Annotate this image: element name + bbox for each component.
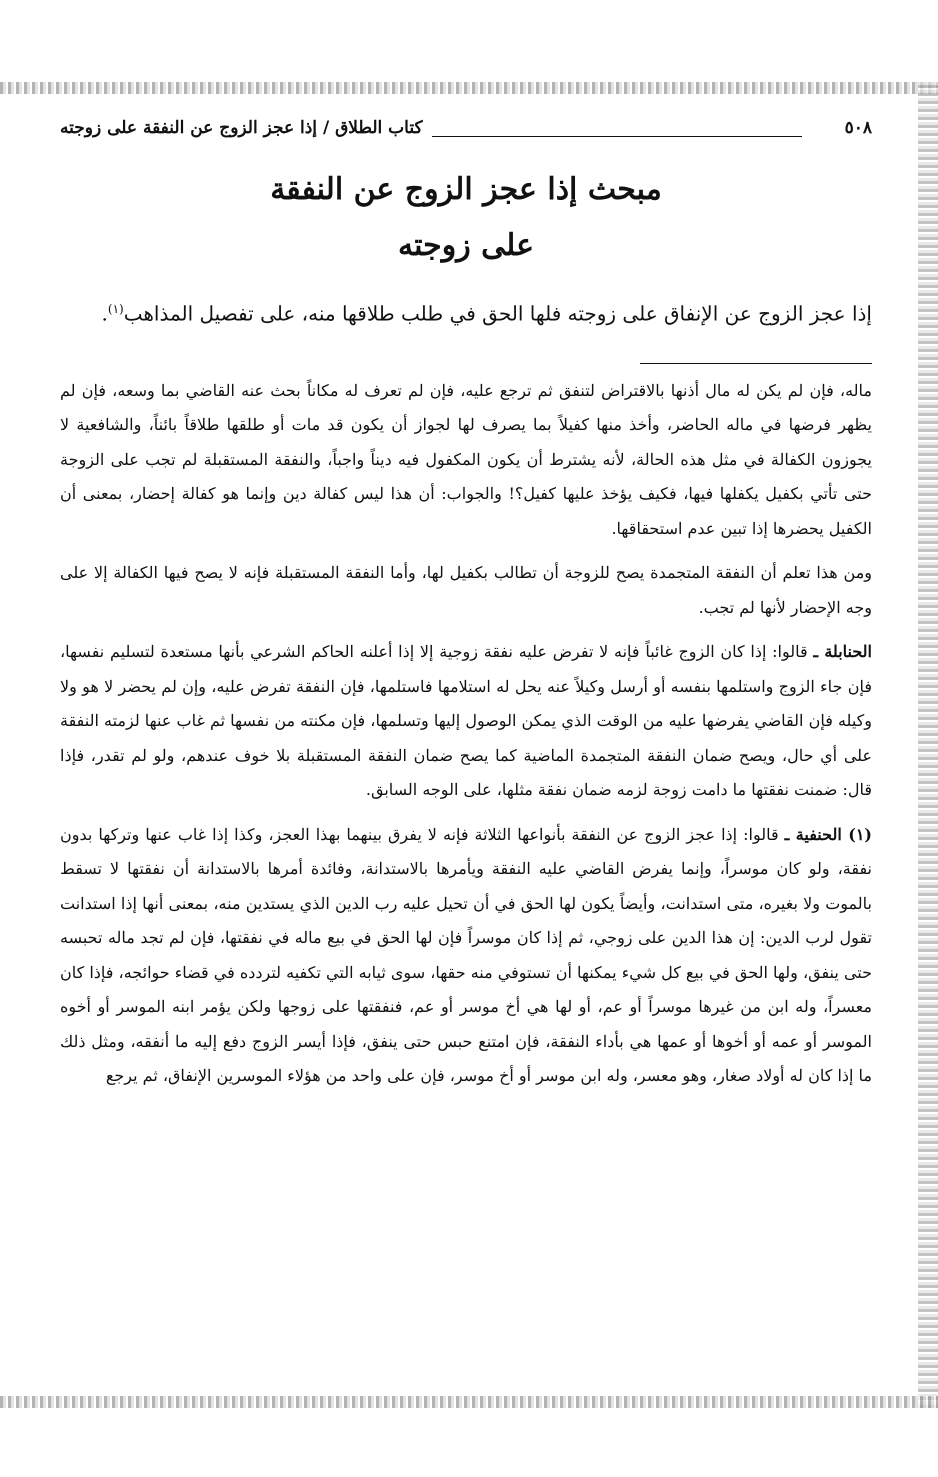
decorative-border-bottom (0, 1396, 938, 1408)
footnote-ref: (١) (107, 302, 124, 316)
section-title-line1: مبحث إذا عجز الزوج عن النفقة (270, 172, 662, 207)
footnote-lead-hanafiyya: (١) الحنفية ـ (784, 824, 872, 844)
page-header (60, 112, 872, 148)
footnote-separator (640, 363, 872, 364)
footnotes (60, 374, 872, 1094)
footnote-text: ماله، فإن لم يكن له مال أذنها بالاقتراض لتنفق ثم ترجع عليه، فإن لم تعرف له مكاناً بحث عنه القاضي بما وسعه، فإن لم يظهر فرضها في ماله الحاضر، وأخذ منها كفيلاً بما يصرف لها لجواز أن يكون قد مات أو طلقها طلاقاً بائناً، والشافعية لا يجوزون الكفالة في مثل هذه الحالة، لأنه يشترط أن يكون المكفول فيه ديناً واجباً، والنفقة المستقبلة لم تجب على الزوجة حتى تأتي بكفيل يكفلها فيها، فكيف يؤخذ عليها كفيل؟! والجواب: أن هذا ليس كفالة دين وإنما هو كفالة إحضار، بمعنى أن الكفيل يحضرها إذا تبين عدم استحقاقها. (60, 380, 873, 538)
header-rule (432, 136, 802, 137)
footnote-paragraph (60, 556, 872, 625)
footnote-lead-hanabila: الحنابلة ـ (813, 642, 873, 662)
running-title: كتاب الطلاق / إذا عجز الزوج عن النفقة على زوجته (60, 118, 423, 138)
page-number: ٥٠٨ (844, 118, 872, 138)
decorative-border-top (0, 82, 938, 94)
footnote-text: قالوا: إذا عجز الزوج عن النفقة بأنواعها الثلاثة فإنه لا يفرق بينهما بهذا العجز، وكذا إذا غاب عنها وتركها بدون نفقة، ولو كان موسراً، وإنما يفرض القاضي عليه النفقة ويأمرها بالاستدانة، وفائدة أمرها بالاستدانة أن نفقتها لا تسقط بالموت ولا بغيره، متى استدانت، وأيضاً يكون لها الحق في أن تحيل عليه رب الدين الذي يستدين منه، بمعنى أنها إذا استدانت تقول لرب الدين: إن هذا الدين على زوجي، ثم إذا كان موسراً فإن لها الحق في بيع ماله في نفقتها، فإن لم تجد ماله تحبسه حتى ينفق، ولها الحق في بيع كل شيء يمكنها أن تستوفي منه حقها، سوى ثيابه التي تكفيه لتردده في قضاء حوائجه، فإذا كان معسراً، وله ابن من غيرها موسراً أو عم، أو لها هي أخ موسر أو عم، فنفقتها على زوجها ولكن يؤمر ابنه الموسر أو أخوه الموسر أو عمه أو أخوها أو عمها هي بأداء النفقة، فإن امتنع حبس حتى ينفق، فإذا أيسر الزوج دفع إليه ما أنفقه، ومثل ذلك ما إذا كان له أولاد صغار، وهو معسر، وله ابن موسر أو أخ موسر، فإن على واحد من هؤلاء الموسرين الإنفاق، ثم يرجع (60, 824, 873, 1086)
footnote-text: ومن هذا تعلم أن النفقة المتجمدة يصح للزوجة أن تطالب بكفيل لها، وأما النفقة المستقبلة فإنه لا يصح فيها الكفالة إلا على وجه الإحضار لأنها لم تجب. (60, 563, 872, 617)
footnote-paragraph (60, 374, 872, 547)
section-title (60, 162, 872, 274)
intro-text: إذا عجز الزوج عن الإنفاق على زوجته فلها الحق في طلب طلاقها منه، على تفصيل المذاهب (123, 301, 872, 326)
intro-paragraph (60, 288, 872, 335)
intro-end: . (101, 301, 108, 326)
section-title-line2: على زوجته (398, 228, 534, 263)
book-page (60, 112, 872, 1094)
footnote-paragraph (60, 635, 872, 808)
footnote-text: قالوا: إذا كان الزوج غائباً فإنه لا تفرض عليه نفقة زوجية إلا إذا أعلنه الحاكم الشرعي بأنها مستعدة لتسليم نفسها، فإن جاء الزوج واستلمها بنفسه أو أرسل وكيلاً عنه يحل له استلامها فاستلمها، فإن النفقة تفرض عليه، وإن لم يحضر لا هو ولا وكيله فإن القاضي يفرضها عليه من الوقت الذي يمكن الوصول إليها وتسلمها، فإن مكنته من نفسها ثم غاب عنها لزمته النفقة على أي حال، ويصح ضمان النفقة المتجمدة الماضية كما يصح ضمان النفقة المستقبلة بلا خوف عندهم، ولو لم تقدر، فإذا قال: ضمنت نفقتها ما دامت زوجة لزمه ضمان نفقة مثلها، على الوجه السابق. (60, 642, 872, 800)
footnote-paragraph (60, 818, 872, 1094)
decorative-border-right (918, 82, 938, 1408)
